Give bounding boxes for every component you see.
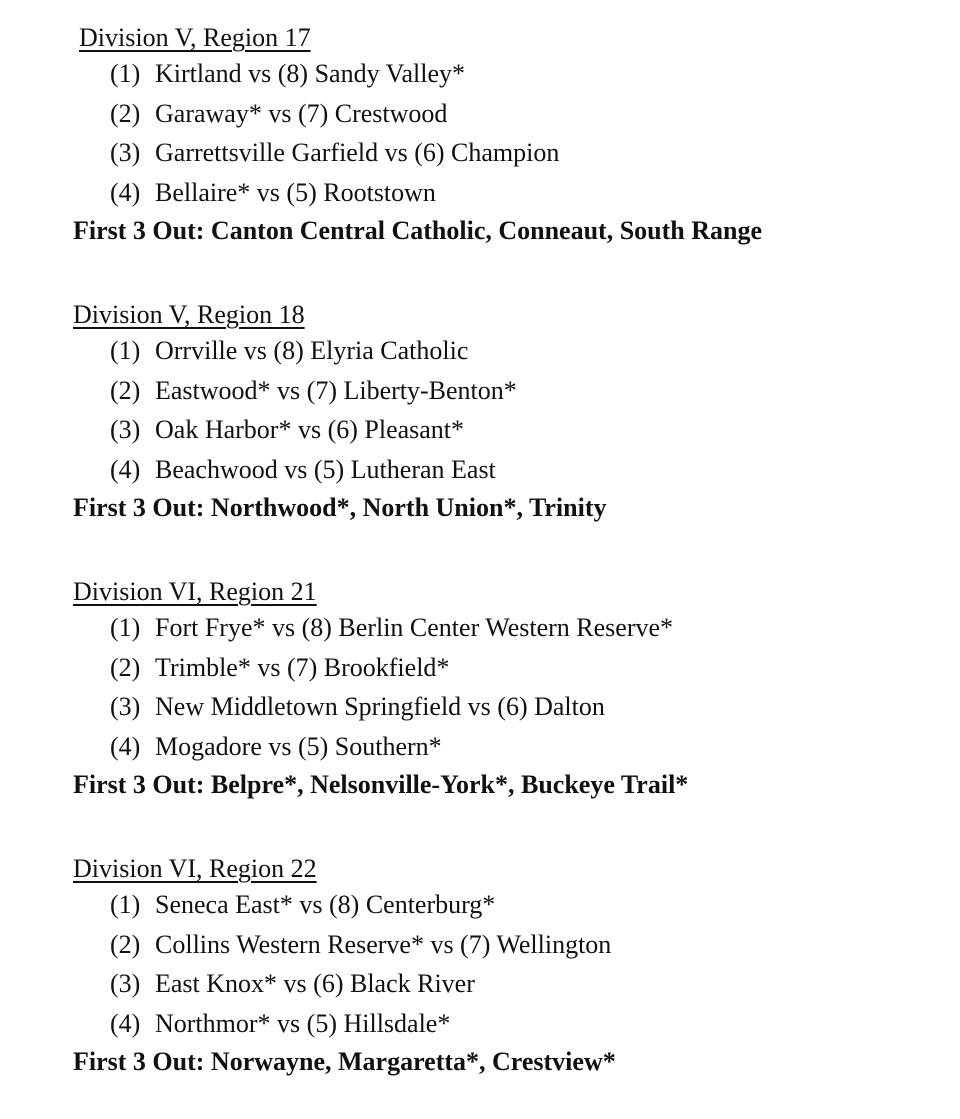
matchup-row	[73, 331, 933, 371]
matchup-text: Northmor* vs (5) Hillsdale*	[155, 1008, 451, 1038]
first-out-line: First 3 Out: Northwood*, North Union*, Trinity	[73, 493, 607, 523]
matchup-row	[73, 648, 933, 688]
matchup-row	[73, 687, 933, 727]
matchup-text: Orrville vs (8) Elyria Catholic	[155, 336, 469, 365]
seed-label: (4)	[110, 177, 141, 207]
seed-label: (2)	[110, 98, 141, 128]
region-section	[73, 576, 933, 804]
matchup-row	[73, 54, 933, 94]
first-out-line: First 3 Out: Belpre*, Nelsonville-York*, Buckeye Trail*	[73, 770, 689, 800]
matchup-text: Collins Western Reserve* vs (7) Wellington	[155, 929, 612, 959]
matchup-row	[73, 94, 933, 134]
region-section	[73, 299, 933, 527]
first-out-line: First 3 Out: Canton Central Catholic, Conneaut, South Range	[73, 216, 763, 246]
first-out-line: First 3 Out: Norwayne, Margaretta*, Crestview*	[73, 1047, 616, 1077]
matchup-row	[73, 410, 933, 450]
matchup-row	[73, 925, 933, 965]
matchup-text: Garrettsville Garfield vs (6) Champion	[155, 138, 560, 168]
region-section	[73, 22, 933, 250]
seed-label: (3)	[110, 138, 141, 168]
seed-label: (1)	[110, 336, 141, 365]
matchup-row	[73, 1004, 933, 1044]
region-heading: Division VI, Region 22	[73, 854, 317, 883]
seed-label: (3)	[110, 969, 141, 999]
matchup-text: Kirtland vs (8) Sandy Valley*	[155, 59, 466, 88]
seed-label: (4)	[110, 731, 141, 761]
matchup-row	[73, 450, 933, 490]
seed-label: (1)	[110, 59, 141, 88]
seed-label: (1)	[110, 613, 141, 642]
matchup-text: Oak Harbor* vs (6) Pleasant*	[155, 415, 465, 445]
matchup-text: Beachwood vs (5) Lutheran East	[155, 454, 496, 484]
seed-label: (1)	[110, 890, 141, 919]
region-heading: Division V, Region 17	[79, 23, 311, 52]
region-heading: Division V, Region 18	[73, 300, 305, 329]
matchup-text: Trimble* vs (7) Brookfield*	[155, 652, 450, 682]
matchup-text: Eastwood* vs (7) Liberty-Benton*	[155, 375, 517, 405]
matchup-text: Bellaire* vs (5) Rootstown	[155, 177, 436, 207]
seed-label: (2)	[110, 652, 141, 682]
matchup-row	[73, 727, 933, 767]
region-section	[73, 853, 933, 1081]
matchup-text: Mogadore vs (5) Southern*	[155, 731, 442, 761]
seed-label: (2)	[110, 929, 141, 959]
region-heading: Division VI, Region 21	[73, 577, 317, 606]
seed-label: (4)	[110, 1008, 141, 1038]
matchup-row	[73, 608, 933, 648]
seed-label: (4)	[110, 454, 141, 484]
matchup-text: Fort Frye* vs (8) Berlin Center Western Reserve*	[155, 613, 674, 642]
matchup-row	[73, 371, 933, 411]
seed-label: (3)	[110, 692, 141, 722]
matchup-row	[73, 173, 933, 213]
matchup-row	[73, 885, 933, 925]
matchup-text: New Middletown Springfield vs (6) Dalton	[155, 692, 605, 722]
matchup-text: Seneca East* vs (8) Centerburg*	[155, 890, 496, 919]
matchup-row	[73, 133, 933, 173]
matchup-text: Garaway* vs (7) Crestwood	[155, 98, 448, 128]
matchup-text: East Knox* vs (6) Black River	[155, 969, 475, 999]
matchup-row	[73, 964, 933, 1004]
seed-label: (3)	[110, 415, 141, 445]
seed-label: (2)	[110, 375, 141, 405]
